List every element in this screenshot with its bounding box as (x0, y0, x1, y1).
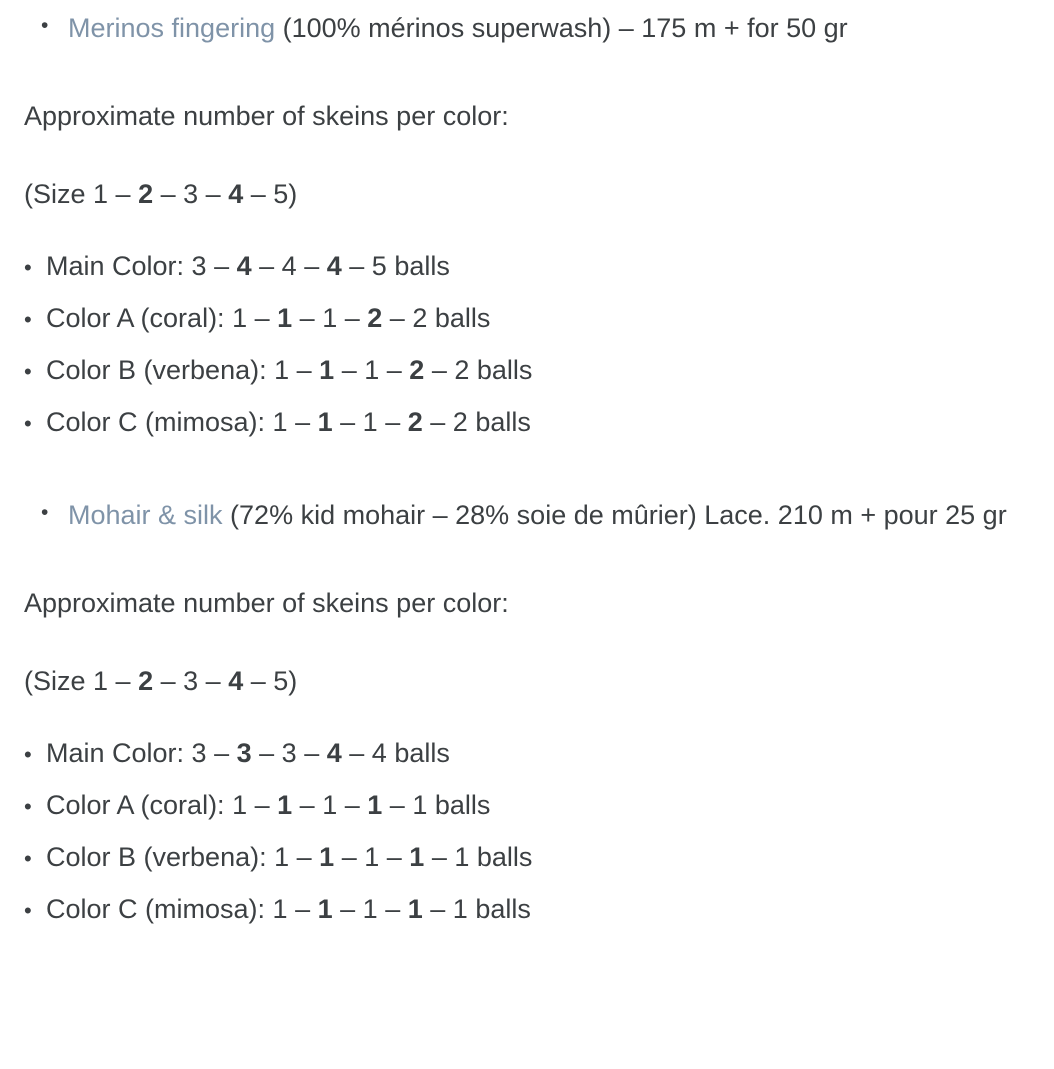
dash: – (334, 354, 365, 385)
spacer (24, 537, 1030, 583)
dash: – (341, 737, 372, 768)
document-body (0, 8, 1054, 936)
yarn-list-merinos (24, 8, 1030, 50)
color-line (24, 345, 1030, 397)
dash: – (337, 302, 368, 333)
size-line-merinos (24, 174, 1030, 215)
close-paren: ) (288, 179, 298, 210)
dash: – (296, 737, 327, 768)
dash: – (287, 406, 318, 437)
qty-2: 1 (277, 789, 293, 820)
dash: – (289, 354, 320, 385)
qty-5: 5 (371, 250, 387, 281)
yarn-entry-mohair (24, 495, 1030, 537)
dash: – (377, 893, 408, 924)
dash: – (153, 666, 184, 697)
dash: – (251, 250, 282, 281)
dash: – (337, 789, 368, 820)
color-label: Color B (verbena): (46, 354, 275, 385)
size-4: 4 (228, 666, 244, 697)
dash: – (424, 841, 455, 872)
color-label: Color A (coral): (46, 302, 233, 333)
bullet-icon: • (24, 845, 32, 871)
qty-1: 1 (232, 789, 248, 820)
qty-2: 1 (317, 406, 333, 437)
dash: – (377, 406, 408, 437)
unit: balls (434, 789, 491, 820)
dash: – (334, 841, 365, 872)
unit: balls (475, 406, 531, 437)
qty-2: 3 (236, 737, 252, 768)
qty-3: 3 (281, 737, 297, 768)
color-label: Color B (verbena): (46, 841, 275, 872)
close-paren: ) (288, 666, 298, 697)
color-line (24, 728, 1030, 780)
qty-3: 1 (364, 841, 380, 872)
size-3: 3 (183, 179, 199, 210)
bullet-icon: • (24, 897, 32, 923)
dash: – (289, 841, 320, 872)
qty-5: 2 (454, 354, 470, 385)
qty-5: 4 (371, 737, 387, 768)
qty-2: 1 (319, 841, 335, 872)
dash: – (206, 250, 237, 281)
yarn-detail-mohair: (72% kid mohair – 28% soie de mûrier) Lace. 210 m + pour 25 gr (222, 499, 1007, 530)
size-3: 3 (183, 666, 199, 697)
dash: – (332, 893, 363, 924)
qty-5: 2 (412, 302, 428, 333)
color-label: Main Color: (46, 737, 192, 768)
dash: – (247, 789, 278, 820)
color-line (24, 832, 1030, 884)
color-label: Color C (mimosa): (46, 893, 273, 924)
dash: – (424, 354, 455, 385)
dash: – (379, 354, 410, 385)
dash: – (292, 789, 323, 820)
color-label: Color C (mimosa): (46, 406, 273, 437)
qty-1: 3 (191, 250, 207, 281)
size-2: 2 (138, 179, 154, 210)
qty-3: 1 (362, 406, 378, 437)
spacer (24, 215, 1030, 241)
qty-4: 2 (407, 406, 423, 437)
qty-2: 1 (277, 302, 293, 333)
qty-5: 2 (452, 406, 468, 437)
dash: – (198, 666, 229, 697)
size-line-prefix: (Size 1 – (24, 666, 139, 697)
qty-1: 1 (272, 406, 288, 437)
spacer (24, 50, 1030, 96)
skeins-intro-merinos: Approximate number of skeins per color: (24, 100, 509, 131)
qty-5: 1 (454, 841, 470, 872)
spacer (24, 449, 1030, 495)
qty-5: 1 (412, 789, 428, 820)
size-line-mohair (24, 661, 1030, 702)
color-line (24, 397, 1030, 449)
qty-3: 1 (322, 789, 338, 820)
qty-4: 1 (367, 789, 383, 820)
dash: – (296, 250, 327, 281)
unit: balls (475, 893, 531, 924)
dash: – (292, 302, 323, 333)
qty-4: 4 (326, 737, 342, 768)
yarn-link-mohair[interactable]: Mohair & silk (68, 499, 223, 530)
color-line (24, 293, 1030, 345)
color-line (24, 241, 1030, 293)
dash: – (332, 406, 363, 437)
qty-2: 4 (236, 250, 252, 281)
qty-4: 2 (409, 354, 425, 385)
dash: – (247, 302, 278, 333)
color-label: Main Color: (46, 250, 192, 281)
dash: – (251, 737, 282, 768)
bullet-icon: • (24, 254, 32, 280)
dash: – (422, 406, 453, 437)
color-line (24, 884, 1030, 936)
qty-1: 1 (274, 354, 290, 385)
qty-3: 1 (364, 354, 380, 385)
color-quantities-merinos (24, 241, 1030, 449)
dash: – (243, 666, 274, 697)
qty-3: 1 (362, 893, 378, 924)
dash: – (206, 737, 237, 768)
yarn-detail-merinos: (100% mérinos superwash) – 175 m + for 50 gr (275, 13, 848, 43)
qty-1: 1 (272, 893, 288, 924)
qty-3: 4 (281, 250, 297, 281)
spacer (24, 136, 1030, 174)
size-5: 5 (273, 666, 289, 697)
yarn-entry-merinos (24, 8, 1030, 50)
qty-4: 1 (409, 841, 425, 872)
color-quantities-mohair (24, 728, 1030, 936)
dash: – (382, 302, 413, 333)
qty-4: 1 (407, 893, 423, 924)
spacer (24, 702, 1030, 728)
qty-5: 1 (452, 893, 468, 924)
unit: balls (476, 354, 533, 385)
dash: – (287, 893, 318, 924)
qty-1: 3 (191, 737, 207, 768)
spacer (24, 623, 1030, 661)
bullet-icon: • (24, 358, 32, 384)
unit: balls (394, 737, 450, 768)
dash: – (198, 179, 229, 210)
dash: – (382, 789, 413, 820)
size-2: 2 (138, 666, 154, 697)
skeins-intro-mohair: Approximate number of skeins per color: (24, 587, 509, 618)
yarn-list-mohair (24, 495, 1030, 537)
unit: balls (394, 250, 450, 281)
size-4: 4 (228, 179, 244, 210)
dash: – (153, 179, 184, 210)
size-5: 5 (273, 179, 289, 210)
dash: – (341, 250, 372, 281)
qty-2: 1 (319, 354, 335, 385)
size-line-prefix: (Size 1 – (24, 179, 139, 210)
qty-1: 1 (232, 302, 248, 333)
unit: balls (434, 302, 491, 333)
bullet-icon: • (24, 306, 32, 332)
qty-4: 2 (367, 302, 383, 333)
qty-2: 1 (317, 893, 333, 924)
dash: – (379, 841, 410, 872)
bullet-icon: • (24, 410, 32, 436)
bullet-icon: • (24, 741, 32, 767)
qty-4: 4 (326, 250, 342, 281)
color-line (24, 780, 1030, 832)
yarn-link-merinos[interactable]: Merinos fingering (68, 13, 276, 43)
dash: – (243, 179, 274, 210)
color-label: Color A (coral): (46, 789, 233, 820)
bullet-icon: • (24, 793, 32, 819)
qty-1: 1 (274, 841, 290, 872)
unit: balls (476, 841, 533, 872)
dash: – (422, 893, 453, 924)
qty-3: 1 (322, 302, 338, 333)
